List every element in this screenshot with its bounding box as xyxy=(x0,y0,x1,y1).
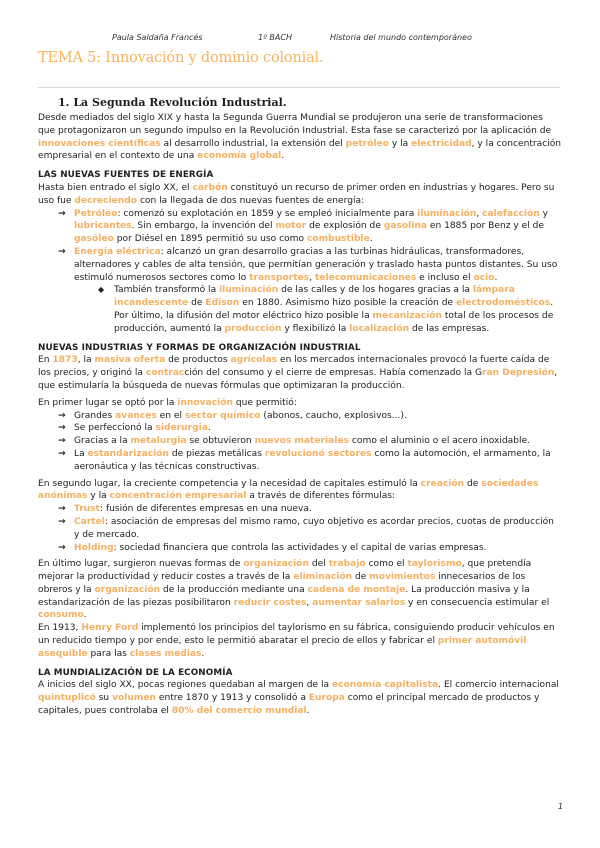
highlighted-term: Henry Ford xyxy=(81,623,139,634)
paragraph xyxy=(38,478,562,504)
highlighted-term: aumentar salarios xyxy=(312,597,406,608)
list-item xyxy=(58,516,562,542)
paragraph xyxy=(38,182,562,208)
text-run: , la xyxy=(77,355,95,366)
text-run: En segundo lugar, la creciente competencia y la necesidad de capitales estimuló la xyxy=(38,478,421,489)
text-run: y la xyxy=(388,138,412,149)
text-run: Grandes xyxy=(74,410,116,421)
text-run: : alcanzó un gran desarrollo gracias a las turbinas hidráulicas, transformadores, alternadores y cables de alta tensión, que permitían generación y traslado hasta puntos distantes. Su uso estimuló numerosos sectores como lo xyxy=(74,246,558,283)
text-run: de xyxy=(352,572,370,583)
highlighted-term: electrodomésticos xyxy=(455,298,551,309)
title-divider xyxy=(38,87,560,88)
text-run: en los mercados internacionales provocó la fuerte caída de los precios, y originó la xyxy=(38,355,550,379)
document-body xyxy=(38,96,562,718)
highlighted-term: revolucionó sectores xyxy=(264,448,372,459)
highlighted-term: quintuplicó xyxy=(38,693,96,704)
text-run: de las calles y de los hogares gracias a la xyxy=(278,285,473,296)
sub-bullet-list xyxy=(74,284,562,335)
text-run: En 1913, xyxy=(38,623,82,634)
text-run: (abonos, caucho, explosivos...). xyxy=(260,410,407,421)
highlighted-term: lubricantes xyxy=(74,221,132,232)
highlighted-term: localización xyxy=(349,323,410,334)
highlighted-term: iluminación xyxy=(417,208,477,219)
list-item xyxy=(58,208,562,246)
highlighted-term: siderurgia xyxy=(155,423,208,434)
highlighted-term: nuevos materiales xyxy=(254,436,349,447)
bullet-list xyxy=(38,208,562,336)
text-run: de xyxy=(188,298,206,309)
highlighted-term: clases medias xyxy=(129,648,202,659)
bullet-list xyxy=(38,410,562,474)
highlighted-term: consumo xyxy=(38,610,84,621)
text-run: como el xyxy=(365,559,408,570)
highlighted-term: concentración empresarial xyxy=(109,491,247,502)
text-run: del xyxy=(309,559,329,570)
subsection-heading xyxy=(38,667,562,680)
page-title: TEMA 5: Innovación y dominio colonial. xyxy=(38,50,324,66)
text-run: su xyxy=(95,693,113,704)
list-item xyxy=(58,503,562,516)
text-run: a través de diferentes fórmulas: xyxy=(246,491,396,502)
highlighted-term: cadena de montaje xyxy=(307,584,406,595)
text-run: en 1885 por Benz y el de xyxy=(426,221,545,232)
highlighted-term: economía capitalista xyxy=(331,680,439,691)
text-run: total de los procesos de producción, aumentó la xyxy=(114,310,554,334)
text-run: . Sin embargo, la invención del xyxy=(131,221,276,232)
header-author: Paula Saldaña Francés xyxy=(112,33,203,42)
text-run: . xyxy=(369,234,373,245)
highlighted-term: primer automóvil asequible xyxy=(38,636,527,659)
highlighted-term: organización xyxy=(94,584,161,595)
highlighted-term: creación xyxy=(420,478,465,489)
text-run: . xyxy=(494,272,498,283)
subsection-heading xyxy=(38,342,562,355)
text-run: como el aluminio o el acero inoxidable. xyxy=(349,436,531,447)
text-run: También transformó la xyxy=(114,285,220,296)
list-item xyxy=(58,422,562,435)
text-run: y flexibilizó la xyxy=(281,323,350,334)
highlighted-term: gasóleo xyxy=(74,234,114,245)
highlighted-term: agrícolas xyxy=(230,355,278,366)
text-run: de piezas metálicas xyxy=(168,448,265,459)
highlighted-term: electricidad xyxy=(411,138,472,149)
bullet-list xyxy=(38,503,562,554)
highlighted-term: calefacción xyxy=(482,208,540,219)
highlighted-term: telecomunicaciones xyxy=(314,272,417,283)
highlighted-term: Cartel xyxy=(74,516,105,527)
highlighted-term: iluminación xyxy=(219,285,279,296)
text-run: En primer lugar se optó por la xyxy=(38,397,178,408)
text-run: y la xyxy=(87,491,110,502)
text-run: constituyó un recurso de primer orden en industrias y hogares. Pero su uso fue xyxy=(38,182,555,206)
text-run: . xyxy=(281,151,285,162)
text-run: : comenzó su explotación en 1859 y se empleó inicialmente para xyxy=(117,208,418,219)
text-run: , xyxy=(476,208,483,219)
sub-list-item xyxy=(94,284,562,335)
text-run: LAS NUEVAS FUENTES DE ENERGÍA xyxy=(38,170,214,181)
paragraph xyxy=(38,397,562,410)
text-run: LA MUNDIALIZACIÓN DE LA ECONOMÍA xyxy=(38,667,233,678)
text-run: . xyxy=(207,423,211,434)
text-run: Se perfeccionó la xyxy=(74,423,156,434)
paragraph xyxy=(38,679,562,717)
list-item xyxy=(58,542,562,555)
text-run: : asociación de empresas del mismo ramo, cuyo objetivo es acordar precios, cuotas de producción y de mercado. xyxy=(74,516,554,540)
highlighted-term: taylorismo xyxy=(407,559,462,570)
text-run: de xyxy=(464,478,482,489)
text-run: en el xyxy=(156,410,185,421)
highlighted-term: reducir costes xyxy=(233,597,307,608)
subsection-heading xyxy=(38,169,562,182)
highlighted-term: 80% del comercio mundial xyxy=(171,706,307,717)
text-run: . xyxy=(201,648,205,659)
paragraph xyxy=(38,558,562,622)
highlighted-term: decreciendo xyxy=(74,195,138,206)
text-run: La xyxy=(74,448,88,459)
highlighted-term: Edison xyxy=(205,298,240,309)
text-run: A inicios del siglo XX, pocas regiones quedaban al margen de la xyxy=(38,680,332,691)
highlighted-term: petróleo xyxy=(345,138,389,149)
text-run: al desarrollo industrial, la extensión del xyxy=(160,138,346,149)
text-run: Gracias a la xyxy=(74,436,131,447)
highlighted-term: economía global xyxy=(197,151,282,162)
list-item xyxy=(58,435,562,448)
highlighted-term: Europa xyxy=(308,693,345,704)
text-run: : sociedad financiera que controla las actividades y el capital de varias empresas. xyxy=(113,542,487,553)
text-run: . El comercio internacional xyxy=(438,680,559,691)
highlighted-term: Energía eléctrica xyxy=(74,246,161,257)
text-run: Hasta bien entrado el siglo XX, el xyxy=(38,182,193,193)
text-run: . xyxy=(83,610,87,621)
text-run: y xyxy=(539,208,548,219)
highlighted-term: transportes xyxy=(249,272,310,283)
text-run: para las xyxy=(87,648,130,659)
highlighted-term: avances xyxy=(115,410,157,421)
highlighted-term: lámpara incandescente xyxy=(114,285,515,309)
paragraph xyxy=(38,354,562,392)
highlighted-term: carbón xyxy=(192,182,228,193)
text-run: de explosión de xyxy=(306,221,384,232)
text-run: por Diésel en 1895 permitió su uso como xyxy=(113,234,307,245)
text-run: , que estimularía la búsqueda de nuevas fórmulas que optimizaran la producción. xyxy=(38,368,558,391)
text-run: , xyxy=(306,597,313,608)
highlighted-term: combustible xyxy=(306,234,370,245)
highlighted-term: mecanización xyxy=(372,310,442,321)
text-run: y en consecuencia estimular el xyxy=(405,597,550,608)
text-run: NUEVAS INDUSTRIAS Y FORMAS DE ORGANIZACIÓN INDUSTRIAL xyxy=(38,342,361,353)
highlighted-term: Holding xyxy=(74,542,114,553)
highlighted-term: producción xyxy=(224,323,282,334)
highlighted-term: innovaciones científicas xyxy=(38,138,161,149)
highlighted-term: sociedades anónimas xyxy=(38,478,539,502)
highlighted-term: sector químico xyxy=(184,410,261,421)
highlighted-term: eliminación xyxy=(293,572,353,583)
highlighted-term: trabajo xyxy=(328,559,366,570)
text-run: de la producción mediante una xyxy=(160,584,308,595)
highlighted-term: ran Depresión xyxy=(482,368,555,379)
text-run: Desde mediados del siglo XIX y hasta la Segunda Guerra Mundial se produjeron una serie de transformaciones que protagonizaron un segundo impulso en la Revolución Industrial. Esta fase se caracterizó por la aplicación de xyxy=(38,113,552,136)
highlighted-term: metalurgia xyxy=(130,436,187,447)
text-run: En xyxy=(38,355,53,366)
text-run: de productos xyxy=(165,355,231,366)
text-run: e incluso el xyxy=(416,272,474,283)
text-run: con la llegada de dos nuevas fuentes de energía: xyxy=(137,195,365,206)
text-run: , y la concentración empresarial en el contexto de una xyxy=(38,138,562,162)
highlighted-term: ocio xyxy=(473,272,495,283)
highlighted-term: organización xyxy=(243,559,309,570)
section-heading xyxy=(58,96,562,110)
highlighted-term: volumen xyxy=(112,693,156,704)
highlighted-term: innovación xyxy=(177,397,233,408)
list-item xyxy=(58,410,562,423)
text-run: . Por último, la difusión del motor eléctrico hizo posible la xyxy=(114,298,554,321)
text-run: : fusión de diferentes empresas en una nueva. xyxy=(99,504,312,515)
list-item xyxy=(58,448,562,474)
highlighted-term: Petróleo xyxy=(74,208,118,219)
highlighted-term: motor xyxy=(275,221,307,232)
text-run: implementó los principios del taylorismo en su fábrica, consiguiendo producir vehículos en un reducido tiempo y por ende, esto le permitió abaratar el precio de ellos y fabricar el xyxy=(38,623,555,647)
list-item xyxy=(58,246,562,336)
page-number: 1 xyxy=(558,802,564,811)
text-run: como la automoción, el armamento, la aeronáutica y las técnicas constructivas. xyxy=(74,448,551,472)
header-course: 1º BACH xyxy=(258,33,292,42)
text-run: . xyxy=(306,706,310,717)
text-run: 1. La Segunda Revolución Industrial. xyxy=(58,96,287,109)
text-run: . La producción masiva y la estandarización de las piezas posibilitaron xyxy=(38,584,530,608)
highlighted-term: masiva oferta xyxy=(94,355,166,366)
text-run: de las empresas. xyxy=(409,323,490,334)
text-run: , xyxy=(309,272,315,283)
text-run: En último lugar, surgieron nuevas formas de xyxy=(38,559,244,570)
text-run: en 1880. Asimismo hizo posible la creación de xyxy=(239,298,456,309)
text-run: se obtuvieron xyxy=(186,436,255,447)
highlighted-term: 1873 xyxy=(52,355,78,366)
paragraph xyxy=(38,622,562,660)
text-run: ción del consumo y el cierre de empresas. Había comenzado la G xyxy=(184,368,483,379)
text-run: innecesarios de los obreros y la xyxy=(38,572,526,595)
text-run: como el principal mercado de productos y capitales, pues controlaba el xyxy=(38,693,540,717)
highlighted-term: movimientos xyxy=(369,572,436,583)
highlighted-term: gasolina xyxy=(383,221,427,232)
text-run: entre 1870 y 1913 y consolidó a xyxy=(155,693,309,704)
highlighted-term: Trust xyxy=(74,504,100,515)
highlighted-term: contrac xyxy=(145,368,185,379)
text-run: , que pretendía mejorar la productividad y reducir costes a través de la xyxy=(38,559,532,583)
text-run: que permitió: xyxy=(232,397,297,408)
paragraph xyxy=(38,112,562,163)
highlighted-term: estandarización xyxy=(87,448,169,459)
header-subject: Historia del mundo contemporáneo xyxy=(330,33,472,42)
